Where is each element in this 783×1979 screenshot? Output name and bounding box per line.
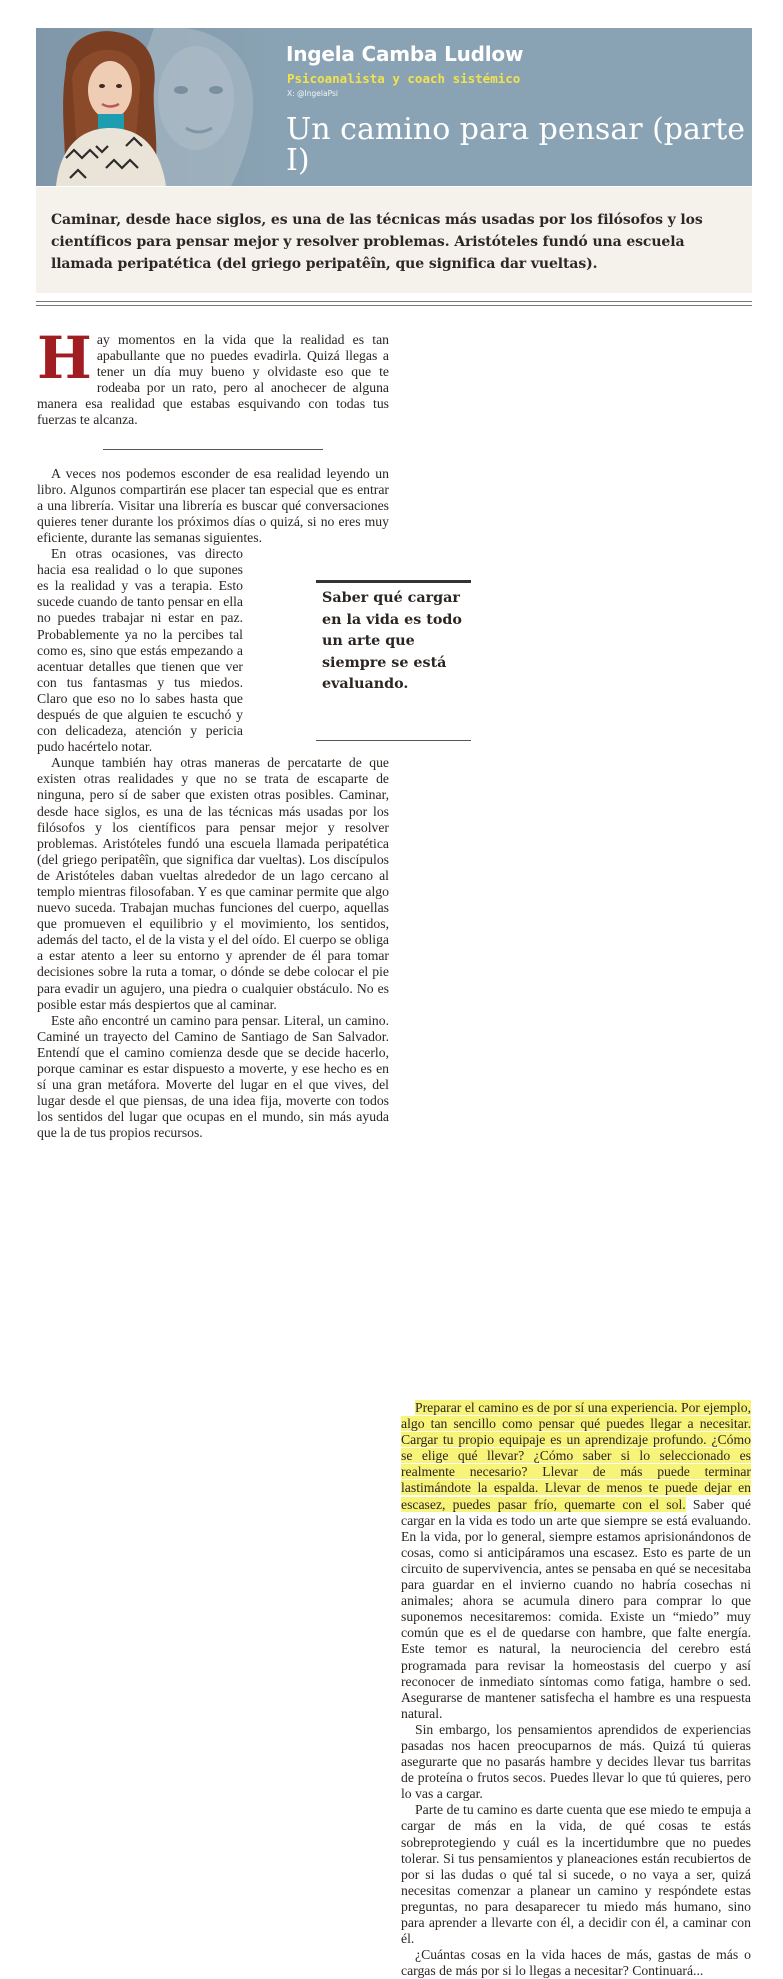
body-paragraph: ¿Cuántas cosas en la vida haces de más, gastas de más o cargas de más por si lo llegas a necesitar? Continuará... — [401, 1947, 751, 1979]
body-paragraph: Parte de tu camino es darte cuenta que ese miedo te empuja a cargar de más en la vida, de qué cosas te estás sobreprotegiendo y cuál es la incertidumbre que no puedes tolerar. Si tus pensamientos y planeaciones están recubiertos de por si las dudas o qué tal si sucede, o no vaya a ser, quizá necesitas comenzar a planear un camino y respóndete estas preguntas, no para desaparecer tu miedo más humano, sino para aprender a llevarte con él, a decidir con él, a caminar con él. — [401, 1802, 751, 1947]
body-paragraph: Hay momentos en la vida que la realidad es tan apabullante que no puedes evadirla. Quizá llegas a tener un día muy bueno y olvidaste eso que te rodeaba por un rato, pero al anochecer de alguna manera esa realidad que estabas esquivando con todas tus fuerzas te alcanza. — [37, 324, 389, 428]
article-title: Un camino para pensar (parte I) — [286, 112, 746, 178]
drop-cap: H — [37, 324, 92, 392]
divider-top — [36, 301, 752, 302]
author-role: Psicoanalista y coach sistémico — [287, 71, 521, 86]
pull-quote — [316, 580, 471, 738]
author-handle: X: @IngelaPsi — [287, 89, 338, 98]
body-paragraph: A veces nos podemos esconder de esa realidad leyendo un libro. Algunos compartirán ese placer tan especial que es entrar a una librería. Visitar una librería es buscar qué conversaciones quieres tener durante los próximos días o quizá, si no eres muy eficiente, durante las semanas siguientes. — [37, 465, 389, 545]
article-header — [36, 28, 752, 186]
body-paragraph: Preparar el camino es de por sí una experiencia. Por ejemplo, algo tan sencillo como pensar qué puedes llegar a necesitar. Cargar tu propio equipaje es un aprendizaje profundo. ¿Cómo se elige qué llevar? ¿Cómo saber si lo seleccionado es realmente necesario? Llevar de más puede terminar lastimándote la espalda. Llevar de menos te puede dejar en escasez, puedes pasar frío, quemarte con el sol. Saber qué cargar en la vida es todo un arte que siempre se está evaluando. En la vida, por lo general, siempre estamos aprisionándonos de cosas, como si anticipáramos una escasez. Esto es parte de un circuito de supervivencia, antes se pensaba en qué se necesitaba para guardar en el invierno cuando no habría cosechas ni animales; ahora se acumula dinero para comprar lo que suponemos necesitaremos: comida. Existe un “miedo” muy común que es el de quedarse con hambre, que falte energía. Este temor es natural, la neurociencia del cerebro está programada para revisar la homeostasis del cuerpo y así reconocer de inmediato síntomas como fatiga, hambre o sed. Asegurarse de mantener satisfecha el hambre es una respuesta natural. — [401, 1400, 752, 1721]
divider-bottom — [36, 305, 752, 306]
article-lead: Caminar, desde hace siglos, es una de las técnicas más usadas por los filósofos y los científicos para pensar mejor y resolver problemas. Aristóteles fundó una escuela llamada peripatética (del griego peripatêîn, que significa dar vueltas). — [36, 187, 752, 293]
body-paragraph: Sin embargo, los pensamientos aprendidos de experiencias pasadas nos hacen preocuparnos de más. Quizá tú quieras asegurarte que no pasarás hambre y decides llevar tus barritas de proteína o frutos secos. Puedes llevar lo que tú quieres, pero lo vas a cargar. — [401, 1721, 751, 1802]
author-portrait — [36, 28, 276, 186]
pull-quote-text: Saber qué cargar en la vida es todo un arte que siempre se está evaluando. — [322, 590, 462, 692]
highlighted-text: Preparar el camino es de por sí una experiencia. Por ejemplo, algo tan sencillo como pensar qué puedes llegar a necesitar. Cargar tu propio equipaje es un aprendizaje profundo. ¿Cómo se elige qué llevar? ¿Cómo saber si lo seleccionado es realmente necesario? Llevar de más puede terminar lastimándote la espalda. Llevar de menos te puede dejar en escasez, puedes pasar frío, quemarte con el sol. — [401, 1400, 751, 1512]
pull-quote-rule — [316, 740, 471, 741]
author-name: Ingela Camba Ludlow — [286, 42, 524, 66]
body-paragraph: En otras ocasiones, vas directo hacia esa realidad o lo que supones es la realidad y vas a terapia. Esto sucede cuando de tanto pensar en ella no puedes trabajar ni estar en paz. Probablemente ya no la percibes tal como es, sino que estás empezando a acentuar detalles que tienen que ver con tus fantasmas y tus miedos. Claro que eso no lo sabes hasta que después de que alguien te escuchó y con delicadeza, atención y pericia pudo hacértelo notar. — [37, 546, 389, 755]
article-column-2 — [401, 1400, 751, 1979]
body-paragraph: Aunque también hay otras maneras de percatarte de que existen otras realidades y que no se trata de escaparte de ninguna, pero sí de saber que existen otras posibles. Caminar, desde hace siglos, es una de las técnicas más usadas por los filósofos y los científicos para pensar mejor y resolver problemas. Aristóteles fundó una escuela llamada peripatética (del griego peripatêîn, que significa dar vueltas). Los discípulos de Aristóteles daban vueltas alrededor de un lago cercano al templo mientras filosofaban. Y es que caminar permite que algo nuevo suceda. Trabajan muchas funciones del cuerpo, aquellas que promueven el equilibrio y el movimiento, los sentidos, además del tacto, el de la vista y el del oído. El cuerpo se obliga a estar atento a leer su entorno y aprender de él para tomar decisiones sobre la ruta a tomar, o dónde se debe colocar el pie para evadir un agujero, una piedra o cualquier obstáculo. No es posible estar más despiertos que al caminar. — [37, 755, 389, 1012]
section-divider — [103, 449, 323, 450]
body-paragraph: Este año encontré un camino para pensar. Literal, un camino. Caminé un trayecto del Camino de Santiago de San Salvador. Entendí que el camino comienza desde que se decide hacerlo, porque caminar es estar dispuesto a moverte, y ese hecho es en sí una gran metáfora. Moverte del lugar en el que vives, del lugar desde el que piensas, de una idea fija, moverte con todos los sentidos del lugar que ocupas en el mundo, sin más ayuda que la de tus propios recursos. — [37, 1012, 389, 1141]
